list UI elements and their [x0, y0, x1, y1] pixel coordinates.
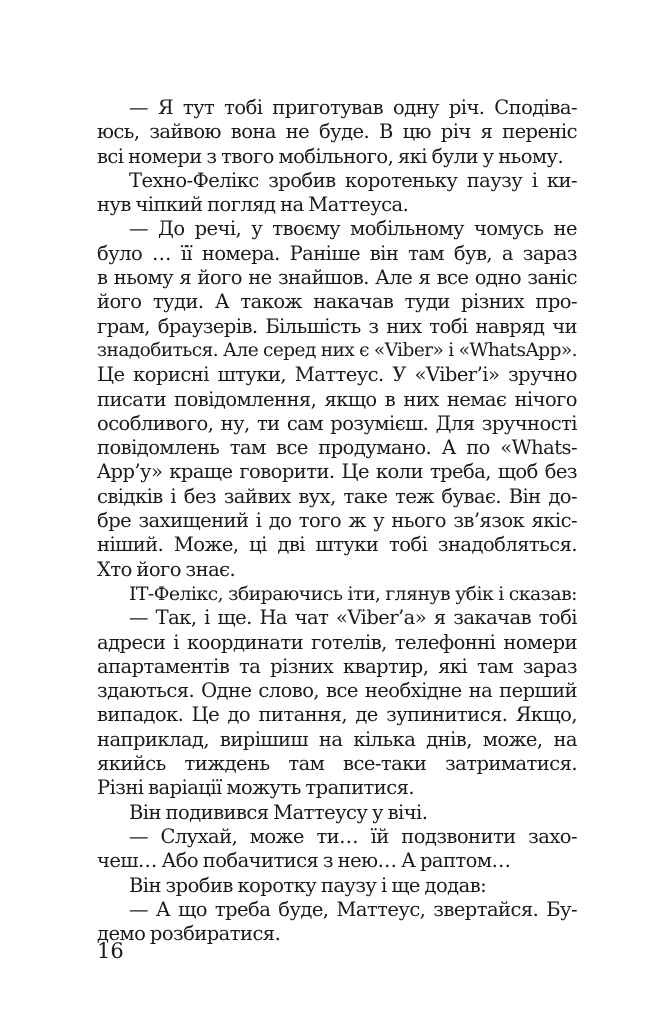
text-line: апартаментів та різних квартир, які там зараз — [97, 654, 577, 678]
text-line: його туди. А також накачав туди різних про- — [97, 290, 577, 314]
text-line: особливого, ну, ти сам розумієш. Для зручності — [97, 411, 577, 435]
text-line: ІТ-Фелікс, збираючись іти, глянув убік і сказав: — [129, 582, 577, 605]
text-line: Це корисні штуки, Маттеус. У «Viber’і» зручно — [97, 363, 577, 387]
text-line: всі номери з твого мобільного, які були у ньому. — [97, 144, 564, 168]
text-line: — А що треба буде, Маттеус, звертайся. Бу- — [129, 897, 577, 921]
text-line: демо розбиратися. — [97, 922, 281, 946]
text-line: — Я тут тобі приготував одну річ. Сподіва- — [129, 96, 577, 119]
page-number: 16 — [97, 939, 124, 963]
text-line: Він зробив коротку паузу і ще додав: — [129, 873, 487, 897]
text-line: в ньому я його не знайшов. Але я все одно заніс — [97, 266, 577, 290]
text-line: свідків і без зайвих вух, таке теж буває. Він до- — [97, 484, 577, 508]
text-line: Різні варіації можуть трапитися. — [97, 776, 415, 800]
text-line: нув чіпкий погляд на Маттеуса. — [97, 193, 409, 217]
text-line: якийсь тиждень там все-таки затриматися. — [97, 752, 577, 776]
text-line: випадок. Це до питання, де зупинитися. Якщо, — [97, 703, 577, 727]
text-line: — Слухай, може ти… їй подзвонити захо- — [129, 824, 577, 848]
body-text — [97, 96, 577, 946]
text-line: грам, браузерів. Більшість з них тобі навряд чи — [97, 314, 577, 338]
text-line: — До речі, у твоєму мобільному чомусь не — [129, 217, 577, 241]
text-line: повідомлень там все продумано. А по «Whats- — [97, 436, 577, 460]
text-line: писати повідомлення, якщо в них немає нічого — [97, 387, 577, 411]
text-line: знадобиться. Але серед них є «Viber» і «WhatsApp». — [97, 339, 577, 361]
text-line: — Так, і ще. На чат «Viber’а» я закачав тобі — [129, 606, 577, 630]
text-line: Техно-Фелікс зробив коротеньку паузу і ки- — [129, 168, 577, 192]
text-line: чеш… Або побачитися з нею… А раптом… — [97, 849, 511, 873]
text-line: було … її номера. Раніше він там був, а зараз — [97, 241, 577, 265]
text-line: юсь, зайвою вона не буде. В цю річ я переніс — [97, 120, 577, 144]
text-line: бре захищений і до того ж у нього зв’язок якіс- — [97, 509, 577, 533]
text-line: Хто його знає. — [97, 557, 236, 581]
text-line: ніший. Може, ці дві штуки тобі знадобляться. — [97, 533, 577, 557]
text-line: Він подивився Маттеусу у вічі. — [129, 800, 428, 824]
text-line: наприклад, вирішиш на кілька днів, може, на — [97, 727, 577, 751]
text-line: адреси і координати готелів, телефонні номери — [97, 630, 577, 654]
text-line: здаються. Одне слово, все необхідне на перший — [97, 679, 577, 703]
text-line: App’у» краще говорити. Це коли треба, щоб без — [97, 460, 577, 484]
